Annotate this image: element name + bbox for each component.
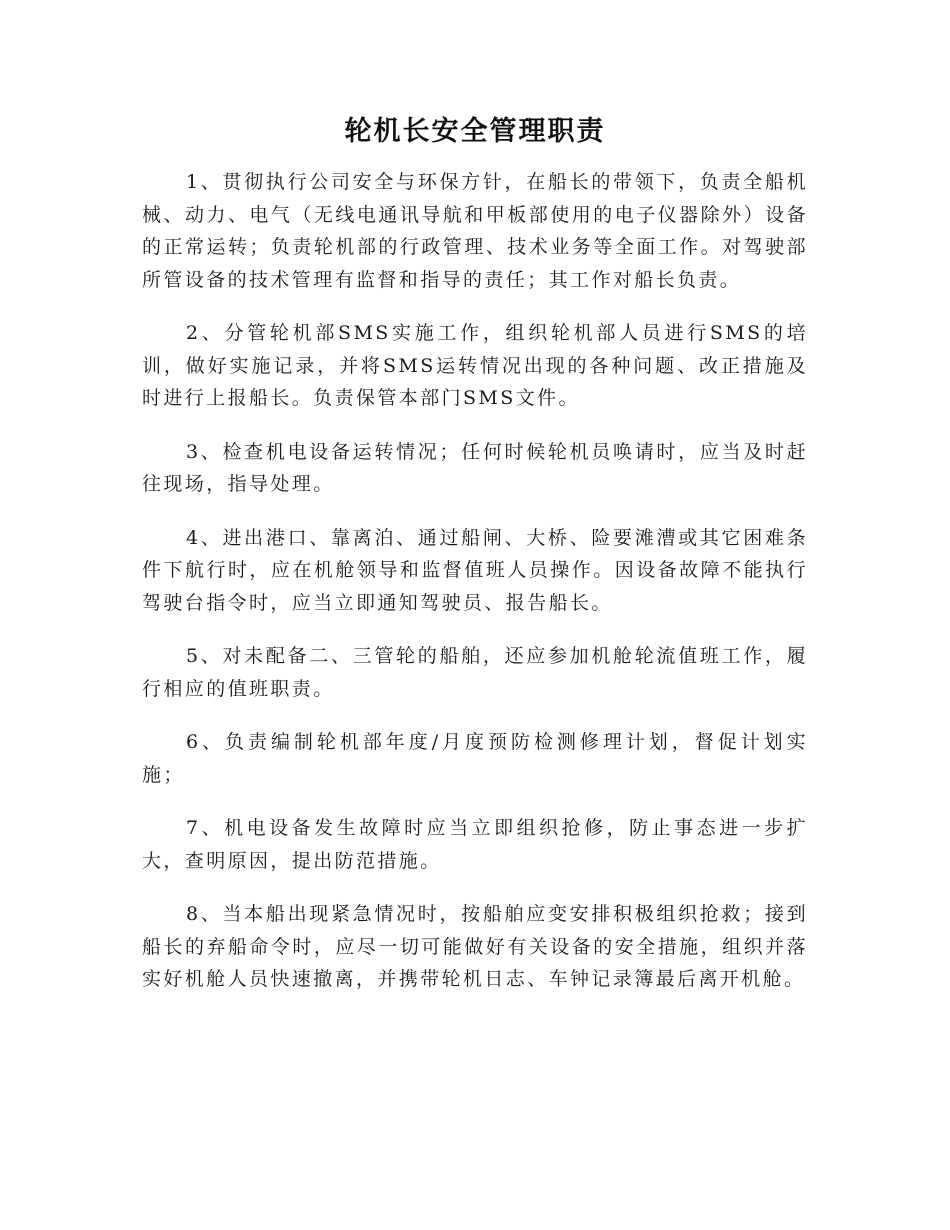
document-title: 轮机长安全管理职责 bbox=[344, 116, 606, 147]
paragraph-1: 1、贯彻执行公司安全与环保方针，在船长的带领下，负责全船机械、动力、电气（无线电通讯导航和甲板部使用的电子仪器除外）设备的正常运转；负责轮机部的行政管理、技术业务等全面工作。对驾驶部所管设备的技术管理有监督和指导的责任；其工作对船长负责。 bbox=[142, 171, 808, 291]
paragraph-8: 8、当本船出现紧急情况时，按船舶应变安排积极组织抢救；接到船长的弃船命令时，应尽一切可能做好有关设备的安全措施，组织并落实好机舱人员快速撤离，并携带轮机日志、车钟记录簿最后离开机舱。 bbox=[142, 903, 808, 990]
paragraph-5: 5、对未配备二、三管轮的船舶，还应参加机舱轮流值班工作，履行相应的值班职责。 bbox=[142, 645, 808, 700]
paragraph-6: 6、负责编制轮机部年度/月度预防检测修理计划，督促计划实施； bbox=[142, 731, 808, 786]
paragraph-4: 4、进出港口、靠离泊、通过船闸、大桥、险要滩漕或其它困难条件下航行时，应在机舱领导和监督值班人员操作。因设备故障不能执行驾驶台指令时，应当立即通知驾驶员、报告船长。 bbox=[142, 526, 808, 614]
paragraph-3: 3、检查机电设备运转情况；任何时候轮机员唤请时，应当及时赶往现场，指导处理。 bbox=[142, 440, 808, 495]
paragraph-2: 2、分管轮机部SMS实施工作，组织轮机部人员进行SMS的培训，做好实施记录，并将SMS运转情况出现的各种问题、改正措施及时进行上报船长。负责保管本部门SMS文件。 bbox=[142, 322, 808, 409]
paragraph-7: 7、机电设备发生故障时应当立即组织抢修，防止事态进一步扩大，查明原因，提出防范措施。 bbox=[142, 817, 808, 872]
document-body bbox=[142, 166, 808, 1017]
